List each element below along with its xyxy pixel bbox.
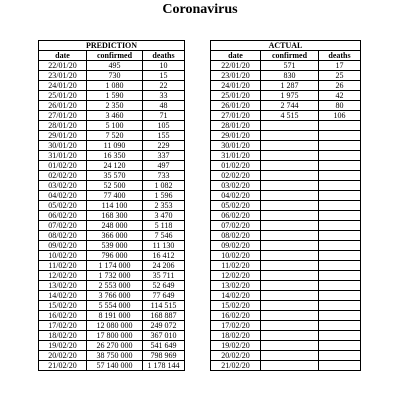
deaths-cell (319, 331, 361, 341)
date-cell: 25/01/20 (39, 91, 87, 101)
confirmed-cell: 38 750 000 (87, 351, 143, 361)
confirmed-cell: 16 350 (87, 151, 143, 161)
confirmed-cell (261, 341, 319, 351)
date-cell: 07/02/20 (39, 221, 87, 231)
deaths-cell: 3 470 (143, 211, 185, 221)
deaths-cell (319, 211, 361, 221)
confirmed-cell: 5 554 000 (87, 301, 143, 311)
date-cell: 09/02/20 (39, 241, 87, 251)
deaths-cell: 5 118 (143, 221, 185, 231)
confirmed-cell (261, 161, 319, 171)
deaths-cell: 168 887 (143, 311, 185, 321)
date-cell: 06/02/20 (39, 211, 87, 221)
confirmed-cell (261, 181, 319, 191)
date-cell: 05/02/20 (39, 201, 87, 211)
actual-table (210, 40, 361, 371)
confirmed-cell: 8 191 000 (87, 311, 143, 321)
deaths-cell: 26 (319, 81, 361, 91)
date-cell: 10/02/20 (39, 251, 87, 261)
date-cell: 24/01/20 (211, 81, 261, 91)
table-row (211, 231, 361, 241)
deaths-cell (319, 261, 361, 271)
confirmed-cell (261, 191, 319, 201)
deaths-cell (319, 221, 361, 231)
table-row (211, 241, 361, 251)
table-row (211, 161, 361, 171)
table-row (39, 341, 185, 351)
table-row (211, 121, 361, 131)
confirmed-cell: 248 000 (87, 221, 143, 231)
deaths-cell: 541 649 (143, 341, 185, 351)
date-cell: 14/02/20 (39, 291, 87, 301)
table-row (211, 181, 361, 191)
confirmed-cell: 2 350 (87, 101, 143, 111)
table-row (39, 71, 185, 81)
deaths-cell (319, 281, 361, 291)
date-cell: 28/01/20 (211, 121, 261, 131)
deaths-cell: 80 (319, 101, 361, 111)
confirmed-cell (261, 321, 319, 331)
deaths-cell: 22 (143, 81, 185, 91)
date-cell: 10/02/20 (211, 251, 261, 261)
table-row (211, 71, 361, 81)
prediction-heading: PREDICTION (39, 41, 185, 51)
table-row (39, 301, 185, 311)
deaths-cell: 52 649 (143, 281, 185, 291)
confirmed-cell (261, 251, 319, 261)
date-cell: 18/02/20 (211, 331, 261, 341)
deaths-cell: 155 (143, 131, 185, 141)
confirmed-cell: 17 800 000 (87, 331, 143, 341)
deaths-cell: 337 (143, 151, 185, 161)
column-header-deaths: deaths (319, 51, 361, 61)
deaths-cell: 7 546 (143, 231, 185, 241)
date-cell: 04/02/20 (39, 191, 87, 201)
table-row (39, 331, 185, 341)
date-cell: 01/02/20 (211, 161, 261, 171)
date-cell: 02/02/20 (39, 171, 87, 181)
table-row (211, 301, 361, 311)
deaths-cell (319, 201, 361, 211)
table-row (39, 181, 185, 191)
table-row (211, 351, 361, 361)
deaths-cell: 10 (143, 61, 185, 71)
deaths-cell (319, 351, 361, 361)
table-row (211, 61, 361, 71)
deaths-cell: 42 (319, 91, 361, 101)
confirmed-cell (261, 151, 319, 161)
deaths-cell (319, 121, 361, 131)
date-cell: 20/02/20 (211, 351, 261, 361)
date-cell: 28/01/20 (39, 121, 87, 131)
date-cell: 08/02/20 (39, 231, 87, 241)
date-cell: 08/02/20 (211, 231, 261, 241)
confirmed-cell: 11 090 (87, 141, 143, 151)
deaths-cell: 114 515 (143, 301, 185, 311)
confirmed-cell: 1 732 000 (87, 271, 143, 281)
confirmed-cell: 2 553 000 (87, 281, 143, 291)
table-row (39, 271, 185, 281)
deaths-cell (319, 181, 361, 191)
deaths-cell (319, 141, 361, 151)
table-row (39, 231, 185, 241)
prediction-table (38, 40, 185, 371)
column-header-deaths: deaths (143, 51, 185, 61)
confirmed-cell (261, 281, 319, 291)
column-header-confirmed: confirmed (87, 51, 143, 61)
confirmed-cell (261, 171, 319, 181)
deaths-cell (319, 241, 361, 251)
deaths-cell: 77 649 (143, 291, 185, 301)
deaths-cell: 11 130 (143, 241, 185, 251)
confirmed-cell (261, 231, 319, 241)
date-cell: 26/01/20 (39, 101, 87, 111)
deaths-cell: 24 206 (143, 261, 185, 271)
date-cell: 16/02/20 (39, 311, 87, 321)
confirmed-cell: 366 000 (87, 231, 143, 241)
confirmed-cell: 52 500 (87, 181, 143, 191)
date-cell: 11/02/20 (39, 261, 87, 271)
deaths-cell: 15 (143, 71, 185, 81)
date-cell: 01/02/20 (39, 161, 87, 171)
table-row (211, 211, 361, 221)
date-cell: 21/02/20 (39, 361, 87, 371)
deaths-cell: 798 969 (143, 351, 185, 361)
deaths-cell: 71 (143, 111, 185, 121)
confirmed-cell: 1 174 000 (87, 261, 143, 271)
confirmed-cell (261, 241, 319, 251)
column-header-date: date (39, 51, 87, 61)
date-cell: 11/02/20 (211, 261, 261, 271)
date-cell: 15/02/20 (39, 301, 87, 311)
deaths-cell: 105 (143, 121, 185, 131)
confirmed-cell (261, 361, 319, 371)
table-row (211, 141, 361, 151)
table-row (211, 281, 361, 291)
date-cell: 16/02/20 (211, 311, 261, 321)
date-cell: 30/01/20 (39, 141, 87, 151)
date-cell: 04/02/20 (211, 191, 261, 201)
table-row (39, 121, 185, 131)
deaths-cell: 33 (143, 91, 185, 101)
table-row (39, 81, 185, 91)
deaths-cell (319, 191, 361, 201)
table-row (39, 111, 185, 121)
table-row (211, 321, 361, 331)
confirmed-cell: 2 744 (261, 101, 319, 111)
confirmed-cell: 571 (261, 61, 319, 71)
confirmed-cell: 4 515 (261, 111, 319, 121)
deaths-cell: 367 010 (143, 331, 185, 341)
date-cell: 22/01/20 (211, 61, 261, 71)
confirmed-cell: 24 120 (87, 161, 143, 171)
confirmed-cell: 77 400 (87, 191, 143, 201)
table-row (211, 291, 361, 301)
date-cell: 17/02/20 (211, 321, 261, 331)
deaths-cell: 1 596 (143, 191, 185, 201)
date-cell: 29/01/20 (39, 131, 87, 141)
table-row (211, 221, 361, 231)
deaths-cell: 25 (319, 71, 361, 81)
deaths-cell: 17 (319, 61, 361, 71)
confirmed-cell (261, 201, 319, 211)
date-cell: 19/02/20 (39, 341, 87, 351)
confirmed-cell: 495 (87, 61, 143, 71)
confirmed-cell: 1 287 (261, 81, 319, 91)
deaths-cell: 733 (143, 171, 185, 181)
deaths-cell (319, 231, 361, 241)
table-row (211, 111, 361, 121)
table-row (39, 91, 185, 101)
deaths-cell: 35 711 (143, 271, 185, 281)
confirmed-cell (261, 221, 319, 231)
table-row (211, 251, 361, 261)
date-cell: 20/02/20 (39, 351, 87, 361)
date-cell: 26/01/20 (211, 101, 261, 111)
deaths-cell: 229 (143, 141, 185, 151)
confirmed-cell (261, 121, 319, 131)
table-row (39, 211, 185, 221)
deaths-cell (319, 311, 361, 321)
deaths-cell (319, 151, 361, 161)
deaths-cell (319, 361, 361, 371)
table-row (39, 291, 185, 301)
confirmed-cell (261, 211, 319, 221)
confirmed-cell: 1 975 (261, 91, 319, 101)
confirmed-cell (261, 141, 319, 151)
table-row (39, 311, 185, 321)
deaths-cell: 48 (143, 101, 185, 111)
table-row (39, 171, 185, 181)
date-cell: 23/01/20 (211, 71, 261, 81)
confirmed-cell (261, 271, 319, 281)
confirmed-cell (261, 261, 319, 271)
table-row (39, 201, 185, 211)
actual-table-body (211, 61, 361, 371)
table-row (39, 251, 185, 261)
confirmed-cell (261, 301, 319, 311)
column-header-confirmed: confirmed (261, 51, 319, 61)
deaths-cell: 16 412 (143, 251, 185, 261)
date-cell: 31/01/20 (39, 151, 87, 161)
deaths-cell: 249 072 (143, 321, 185, 331)
table-row (211, 201, 361, 211)
deaths-cell (319, 171, 361, 181)
confirmed-cell: 539 000 (87, 241, 143, 251)
date-cell: 02/02/20 (211, 171, 261, 181)
confirmed-cell: 3 460 (87, 111, 143, 121)
confirmed-cell: 35 570 (87, 171, 143, 181)
date-cell: 14/02/20 (211, 291, 261, 301)
confirmed-cell: 12 080 000 (87, 321, 143, 331)
table-row (211, 151, 361, 161)
actual-heading: ACTUAL (211, 41, 361, 51)
date-cell: 09/02/20 (211, 241, 261, 251)
table-row (39, 151, 185, 161)
deaths-cell (319, 301, 361, 311)
deaths-cell: 1 178 144 (143, 361, 185, 371)
date-cell: 03/02/20 (211, 181, 261, 191)
date-cell: 22/01/20 (39, 61, 87, 71)
table-row (39, 131, 185, 141)
prediction-table-body (39, 61, 185, 371)
date-cell: 18/02/20 (39, 331, 87, 341)
confirmed-cell: 5 100 (87, 121, 143, 131)
table-row (39, 361, 185, 371)
table-row (39, 161, 185, 171)
date-cell: 31/01/20 (211, 151, 261, 161)
table-row (39, 281, 185, 291)
table-row (39, 241, 185, 251)
table-row (211, 261, 361, 271)
table-row (39, 101, 185, 111)
table-row (211, 191, 361, 201)
table-row (211, 91, 361, 101)
table-row (39, 191, 185, 201)
date-cell: 07/02/20 (211, 221, 261, 231)
date-cell: 21/02/20 (211, 361, 261, 371)
table-row (211, 271, 361, 281)
deaths-cell (319, 161, 361, 171)
date-cell: 12/02/20 (211, 271, 261, 281)
confirmed-cell: 3 766 000 (87, 291, 143, 301)
date-cell: 15/02/20 (211, 301, 261, 311)
confirmed-cell: 168 300 (87, 211, 143, 221)
date-cell: 17/02/20 (39, 321, 87, 331)
deaths-cell (319, 271, 361, 281)
confirmed-cell (261, 311, 319, 321)
table-row (211, 341, 361, 351)
table-row (39, 261, 185, 271)
date-cell: 19/02/20 (211, 341, 261, 351)
date-cell: 23/01/20 (39, 71, 87, 81)
deaths-cell: 1 082 (143, 181, 185, 191)
date-cell: 13/02/20 (39, 281, 87, 291)
deaths-cell (319, 131, 361, 141)
deaths-cell (319, 291, 361, 301)
document-title: Coronavirus (162, 2, 238, 17)
date-cell: 24/01/20 (39, 81, 87, 91)
confirmed-cell (261, 291, 319, 301)
date-cell: 25/01/20 (211, 91, 261, 101)
table-row (39, 221, 185, 231)
table-row (39, 321, 185, 331)
deaths-cell (319, 251, 361, 261)
confirmed-cell: 1 080 (87, 81, 143, 91)
table-row (211, 131, 361, 141)
confirmed-cell: 730 (87, 71, 143, 81)
table-row (211, 311, 361, 321)
column-header-date: date (211, 51, 261, 61)
deaths-cell: 497 (143, 161, 185, 171)
date-cell: 29/01/20 (211, 131, 261, 141)
deaths-cell: 2 353 (143, 201, 185, 211)
table-row (39, 351, 185, 361)
confirmed-cell: 830 (261, 71, 319, 81)
date-cell: 13/02/20 (211, 281, 261, 291)
confirmed-cell: 57 140 000 (87, 361, 143, 371)
table-row (211, 81, 361, 91)
deaths-cell: 106 (319, 111, 361, 121)
date-cell: 05/02/20 (211, 201, 261, 211)
date-cell: 03/02/20 (39, 181, 87, 191)
date-cell: 30/01/20 (211, 141, 261, 151)
table-row (211, 331, 361, 341)
date-cell: 12/02/20 (39, 271, 87, 281)
confirmed-cell: 7 520 (87, 131, 143, 141)
table-row (211, 101, 361, 111)
table-row (211, 361, 361, 371)
confirmed-cell (261, 351, 319, 361)
confirmed-cell: 114 100 (87, 201, 143, 211)
table-row (39, 61, 185, 71)
confirmed-cell: 796 000 (87, 251, 143, 261)
date-cell: 27/01/20 (211, 111, 261, 121)
confirmed-cell: 1 590 (87, 91, 143, 101)
confirmed-cell (261, 131, 319, 141)
table-row (211, 171, 361, 181)
date-cell: 27/01/20 (39, 111, 87, 121)
confirmed-cell (261, 331, 319, 341)
deaths-cell (319, 321, 361, 331)
date-cell: 06/02/20 (211, 211, 261, 221)
deaths-cell (319, 341, 361, 351)
confirmed-cell: 26 270 000 (87, 341, 143, 351)
table-row (39, 141, 185, 151)
